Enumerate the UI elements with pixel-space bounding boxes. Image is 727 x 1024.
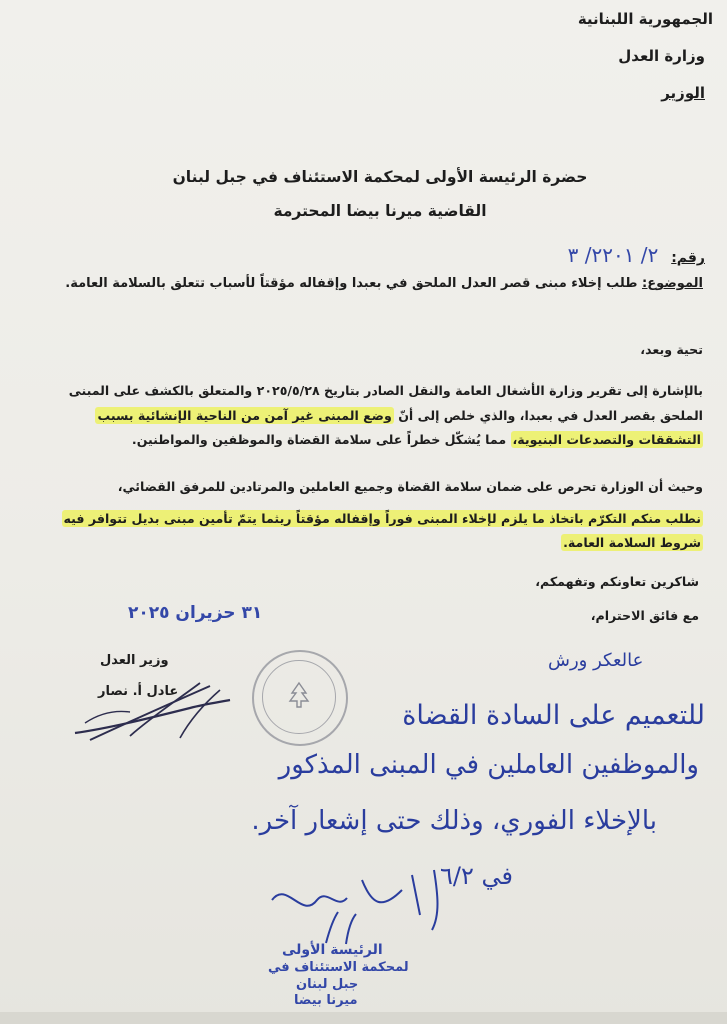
paragraph-3-highlight-2: شروط السلامة العامة. bbox=[563, 535, 701, 550]
page-bottom-edge bbox=[0, 1012, 727, 1024]
greeting: تحية وبعد، bbox=[640, 342, 703, 357]
paragraph-1-line-2 bbox=[95, 408, 703, 423]
reference-label: رقم: bbox=[671, 250, 705, 266]
minister-signature bbox=[70, 678, 240, 748]
respect-line: مع فائق الاحترام، bbox=[590, 608, 699, 623]
date-stamp: ٣١ حزيران ٢٠٢٥ bbox=[128, 603, 263, 623]
paragraph-3-highlight-1: نطلب منكم التكرّم باتخاذ ما يلزم لإخلاء المبنى فوراً وإقفاله مؤقتاً ريثما يتمّ تأمين مبنى بديل تتوافر فيه bbox=[63, 511, 701, 526]
paragraph-1-highlight-2: التشققات والتصدعات البنيوية، bbox=[512, 432, 701, 447]
paragraph-1-line-3 bbox=[132, 432, 703, 447]
subject-label: الموضوع: bbox=[642, 276, 703, 291]
paragraph-1-line-2-plain: الملحق بقصر العدل في بعبدا، والذي خلص إلى أنّ bbox=[398, 408, 703, 423]
handwritten-date: في ٦/٢ bbox=[440, 862, 513, 890]
paragraph-1-highlight-1: وضع المبنى غير آمن من الناحية الإنشائية بسبب bbox=[97, 408, 392, 423]
receiver-stamp-line-4: ميرنا بيضا bbox=[294, 993, 358, 1008]
cedar-emblem-icon bbox=[284, 680, 314, 710]
subject-text: طلب إخلاء مبنى قصر العدل الملحق في بعبدا وإقفاله مؤقتاً لأسباب تتعلق بالسلامة العامة. bbox=[65, 276, 638, 291]
reference-value: ٢/ ٢٢٠١/ ٣ bbox=[567, 243, 659, 267]
handwritten-line-2: والموظفين العاملين في المبنى المذكور bbox=[278, 750, 699, 780]
handwritten-line-1: للتعميم على السادة القضاة bbox=[402, 700, 705, 731]
receiver-stamp-line-1: الرئيسة الأولى bbox=[282, 942, 383, 958]
minister-heading: الوزير bbox=[661, 84, 705, 102]
receiver-stamp-line-2: لمحكمة الاستئناف في bbox=[268, 960, 409, 975]
addressee-line-1: حضرة الرئيسة الأولى لمحكمة الاستئناف في جبل لبنان bbox=[172, 168, 588, 186]
receiver-signature-scribble bbox=[316, 908, 376, 948]
reference-number bbox=[568, 243, 705, 267]
thanks-line: شاكرين تعاونكم وتفهمكم، bbox=[535, 574, 699, 589]
subject-line bbox=[65, 276, 703, 291]
paragraph-3-line-1 bbox=[62, 511, 704, 526]
republic-heading: الجمهورية اللبنانية bbox=[577, 10, 713, 28]
paragraph-1-line-3-plain: مما يُشكّل خطراً على سلامة القضاة والموظفين والمواطنين. bbox=[131, 432, 507, 447]
paragraph-1-line-1: بالإشارة إلى تقرير وزارة الأشغال العامة والنقل الصادر بتاريخ ٢٠٢٥/٥/٢٨ والمتعلق بالكشف على المبنى bbox=[68, 383, 703, 398]
paragraph-2: وحيث أن الوزارة تحرص على ضمان سلامة القضاة وجميع العاملين والمرتادين للمرفق القضائي، bbox=[117, 479, 703, 494]
ministry-heading: وزارة العدل bbox=[618, 47, 705, 65]
addressee-line-2: القاضية ميرنا بيضا المحترمة bbox=[273, 202, 487, 220]
signatory-title: وزير العدل bbox=[100, 653, 169, 668]
paragraph-3-line-2 bbox=[561, 535, 703, 550]
handwritten-line-3: بالإخلاء الفوري، وذلك حتى إشعار آخر. bbox=[251, 806, 657, 836]
handwritten-margin-note: عالعكر ورش bbox=[548, 650, 644, 671]
receiver-stamp-line-3: جبل لبنان bbox=[296, 977, 359, 992]
signatory-name: عادل أ. نصار bbox=[98, 684, 179, 699]
